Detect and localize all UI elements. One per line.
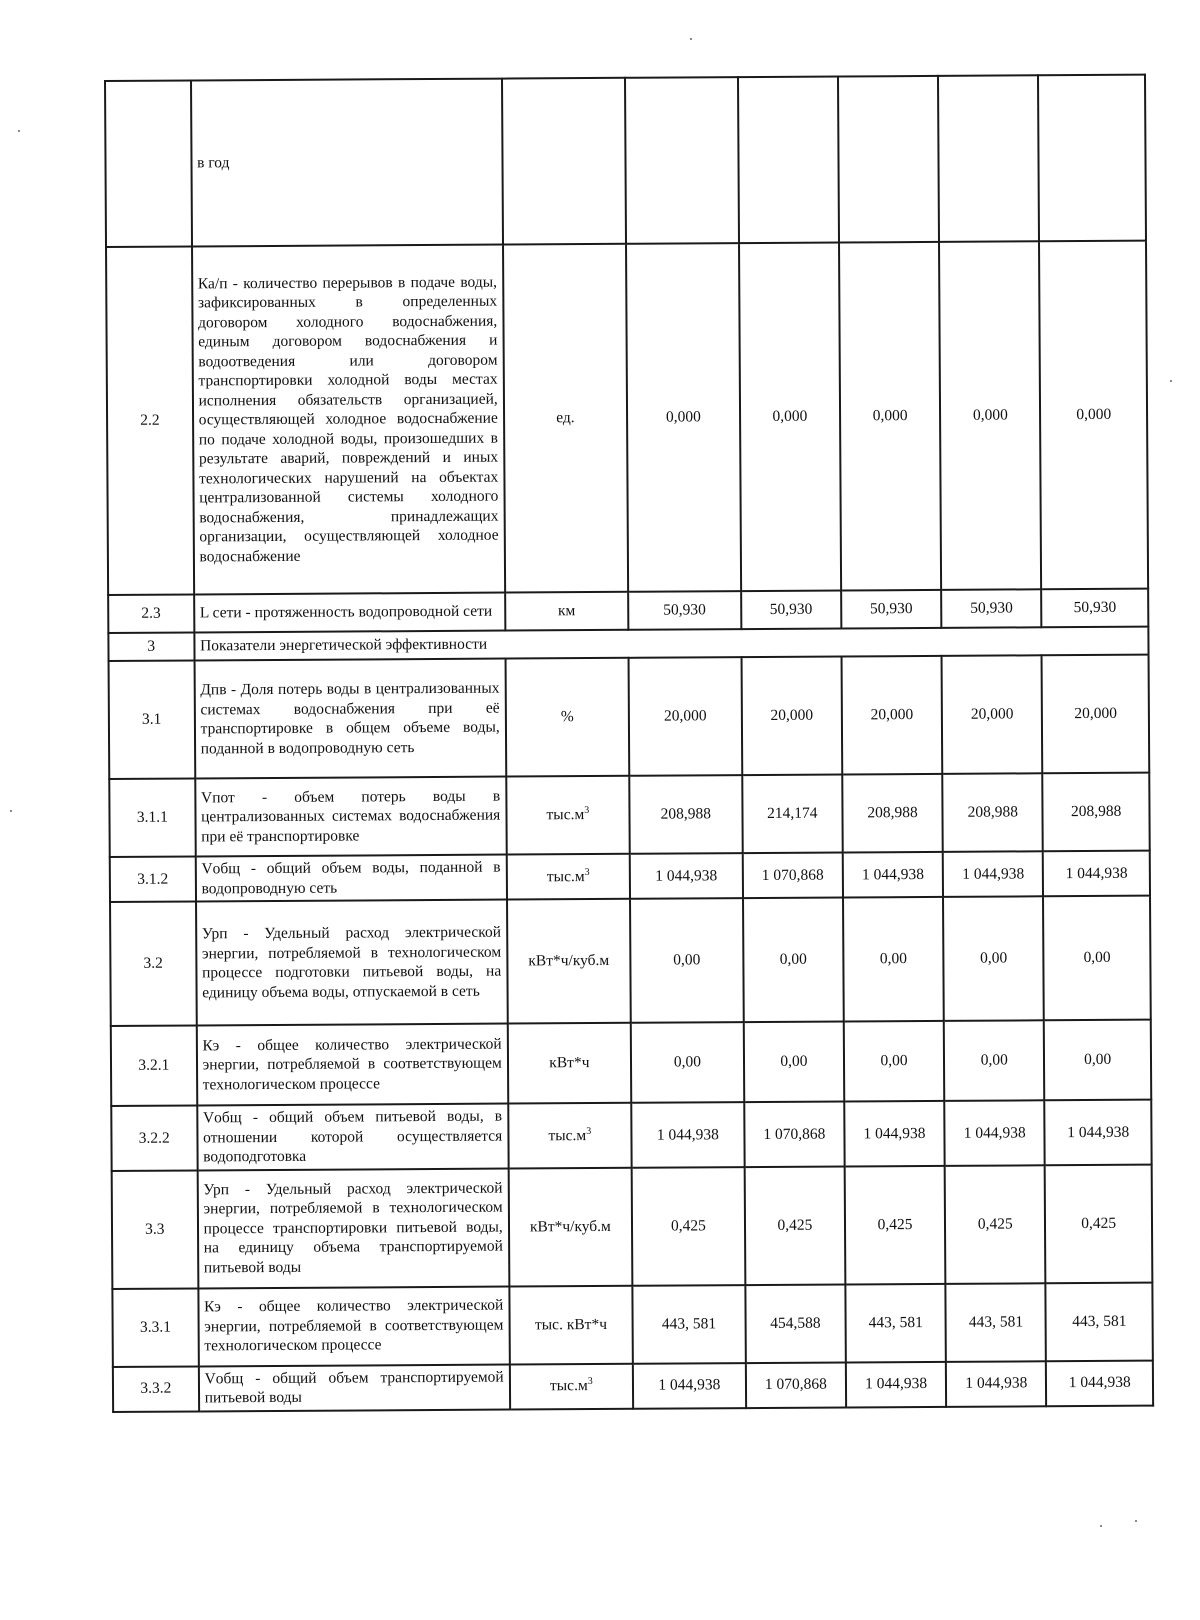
- value-cell: 443, 581: [632, 1285, 745, 1364]
- value-cell: [938, 75, 1039, 242]
- unit-cell: [508, 1103, 632, 1168]
- row-description-cell: Кэ - общее количество электрической энергии, потребляемой в соответствующем технологическом процессе: [196, 1024, 508, 1106]
- row-description-cell: Дпв - Доля потерь воды в централизованных системах водоснабжения при её транспортировке в общем объеме воды, поданной в водопроводную сеть: [194, 659, 506, 779]
- value-cell: 208,988: [1043, 773, 1150, 852]
- unit-superscript: 3: [584, 866, 590, 878]
- unit-superscript: 3: [586, 1125, 592, 1137]
- value-cell: 50,930: [1042, 589, 1149, 628]
- value-cell: 20,000: [629, 657, 742, 776]
- table-row: [106, 241, 1148, 595]
- value-cell: 0,000: [739, 243, 841, 592]
- table-row: [111, 1020, 1151, 1106]
- row-number-cell: 3.3.2: [113, 1366, 199, 1412]
- value-cell: 50,930: [741, 591, 841, 630]
- value-cell: 1 070,868: [742, 853, 843, 899]
- unit-label: кВт*ч/куб.м: [528, 952, 610, 970]
- value-cell: 1 044,938: [843, 852, 944, 898]
- table-row: [112, 1164, 1153, 1288]
- table-body: [105, 75, 1153, 1412]
- value-cell: 214,174: [742, 775, 843, 854]
- row-number-cell: 3.1.1: [109, 778, 195, 857]
- value-cell: 1 044,938: [846, 1361, 947, 1407]
- value-cell: 0,425: [945, 1165, 1046, 1284]
- unit-label: тыс.м: [549, 1377, 588, 1395]
- unit-label: %: [560, 708, 574, 726]
- unit-label: кВт*ч: [549, 1054, 590, 1072]
- row-description-cell: Vпот - объем потерь воды в централизованных системах водоснабжения при её транспортировке: [195, 777, 507, 857]
- value-cell: 20,000: [842, 656, 943, 775]
- value-cell: 1 044,938: [946, 1361, 1047, 1407]
- row-number-cell: 2.2: [106, 246, 194, 595]
- value-cell: 208,988: [842, 774, 943, 853]
- value-cell: 1 044,938: [944, 1100, 1045, 1165]
- value-cell: 0,00: [631, 1022, 744, 1103]
- value-cell: [1038, 75, 1146, 242]
- row-description-cell: Урп - Удельный расход электрической энергии, потребляемой в технологическом процессе подготовки питьевой воды, на единицу объема воды, отпускаемой в сеть: [196, 900, 508, 1026]
- row-description-cell: Кэ - общее количество электрической энергии, потребляемой в соответствующем технологическом процессе: [198, 1286, 510, 1366]
- unit-label: км: [557, 602, 576, 620]
- table-row: [108, 589, 1148, 633]
- table-row: [113, 1360, 1153, 1411]
- unit-cell: [508, 1023, 632, 1104]
- row-description-cell: Ка/п - количество перерывов в подаче воды, зафиксированных в определенных договором холодного водоснабжения, единым договором водоснабжения и водоотведения или договором транспортировки холодной воды местах исполнения обязательств организацией, осуществляющей холодное водоснабжение по подаче холодной воды, произошедших в результате аварий, повреждений и иных технологических нарушений на объектах централизованной системы холодного водоснабжения, принадлежащих организации, осуществляющей холодное водоснабжение: [192, 245, 505, 595]
- table-row: [112, 1282, 1152, 1366]
- value-cell: 0,00: [1044, 1020, 1151, 1101]
- value-cell: 0,425: [632, 1167, 745, 1286]
- table-row: [109, 773, 1149, 857]
- unit-cell: [505, 592, 628, 631]
- value-cell: 1 044,938: [1045, 1100, 1152, 1165]
- table-row: [105, 75, 1146, 247]
- value-cell: 1 044,938: [1043, 851, 1150, 897]
- row-number-cell: 3.1.2: [110, 856, 196, 902]
- value-cell: 0,425: [1045, 1164, 1152, 1283]
- value-cell: 0,000: [939, 241, 1041, 590]
- row-number-cell: [105, 80, 192, 247]
- value-cell: 1 044,938: [633, 1363, 746, 1409]
- value-cell: 1 044,938: [631, 1102, 744, 1167]
- value-cell: 50,930: [628, 591, 741, 630]
- row-description-cell: в год: [191, 79, 503, 247]
- row-number-cell: 3.2.2: [111, 1105, 197, 1170]
- value-cell: 1 044,938: [844, 1101, 945, 1166]
- unit-label: тыс.м: [548, 1126, 587, 1144]
- unit-cell: [502, 78, 626, 245]
- scan-speck: [1135, 1520, 1137, 1522]
- value-cell: 0,000: [1039, 241, 1148, 590]
- unit-cell: [510, 1363, 633, 1409]
- unit-label: кВт*ч/куб.м: [529, 1217, 611, 1236]
- scan-speck: [10, 810, 12, 812]
- unit-label: ед.: [556, 409, 575, 427]
- value-cell: 1 044,938: [1046, 1360, 1153, 1406]
- value-cell: 0,00: [630, 898, 744, 1023]
- value-cell: 0,000: [839, 242, 941, 591]
- unit-cell: [506, 776, 630, 855]
- table-row: [110, 851, 1150, 902]
- row-number-cell: 3.2: [110, 901, 196, 1026]
- unit-cell: [505, 658, 629, 777]
- value-cell: 443, 581: [845, 1283, 946, 1362]
- value-cell: [625, 77, 739, 244]
- value-cell: 454,588: [745, 1284, 846, 1363]
- unit-superscript: 3: [584, 805, 590, 817]
- row-number-cell: 2.3: [108, 594, 194, 633]
- value-cell: 0,000: [626, 243, 741, 592]
- value-cell: 208,988: [942, 773, 1043, 852]
- value-cell: 0,00: [844, 1021, 945, 1102]
- scan-speck: [690, 38, 692, 40]
- value-cell: 20,000: [942, 655, 1043, 774]
- value-cell: 50,930: [841, 590, 941, 629]
- value-cell: 50,930: [941, 589, 1041, 628]
- unit-label: тыс. кВт*ч: [534, 1315, 608, 1334]
- row-description-cell: Vобщ - общий объем воды, поданной в водопроводную сеть: [195, 855, 506, 902]
- value-cell: [738, 77, 839, 244]
- row-number-cell: 3.3.1: [112, 1288, 198, 1367]
- value-cell: [838, 76, 939, 243]
- unit-cell: [507, 899, 631, 1024]
- unit-cell: [507, 854, 630, 900]
- row-description-cell: L сети - протяженность водопроводной сети: [194, 593, 505, 633]
- row-number-cell: 3.1: [109, 660, 195, 779]
- value-cell: 0,425: [845, 1165, 946, 1284]
- value-cell: 0,00: [1043, 896, 1150, 1021]
- unit-label: тыс.м: [546, 806, 585, 824]
- table-row: [111, 1100, 1151, 1171]
- scan-speck: [1100, 1525, 1102, 1527]
- value-cell: 443, 581: [1046, 1282, 1153, 1361]
- value-cell: 1 044,938: [630, 853, 743, 899]
- table-row: [110, 896, 1151, 1026]
- value-cell: 0,00: [944, 1020, 1045, 1101]
- value-cell: 0,00: [743, 898, 844, 1023]
- indicators-table: [104, 74, 1154, 1413]
- row-number-cell: 3.3: [112, 1170, 198, 1289]
- row-number-cell: 3: [108, 632, 194, 661]
- unit-superscript: 3: [587, 1376, 593, 1388]
- unit-cell: [508, 1167, 632, 1286]
- value-cell: 1 070,868: [744, 1101, 845, 1166]
- row-description-cell: Vобщ - общий объем транспортируемой питьевой воды: [198, 1364, 509, 1411]
- value-cell: 0,00: [843, 897, 944, 1022]
- unit-label: тыс.м: [546, 867, 585, 886]
- scan-speck: [1170, 380, 1172, 382]
- value-cell: 0,425: [744, 1166, 845, 1285]
- value-cell: 208,988: [629, 775, 742, 854]
- value-cell: 0,00: [744, 1021, 845, 1102]
- row-description-cell: Vобщ - общий объем питьевой воды, в отношении которой осуществляется водоподготовка: [197, 1104, 509, 1170]
- value-cell: 0,00: [943, 896, 1044, 1021]
- unit-cell: [509, 1285, 633, 1364]
- value-cell: 443, 581: [946, 1283, 1047, 1362]
- section-title-cell: Показатели энергетической эффективности: [194, 627, 1149, 661]
- scan-speck: [18, 130, 20, 132]
- value-cell: 1 044,938: [943, 851, 1044, 897]
- row-description-cell: Урп - Удельный расход электрической энергии, потребляемой в технологическом процессе транспортировки питьевой воды, на единицу объема транспортируемой питьевой воды: [197, 1168, 509, 1288]
- value-cell: 20,000: [741, 657, 842, 776]
- value-cell: 20,000: [1042, 655, 1149, 774]
- unit-cell: [503, 244, 628, 593]
- value-cell: 1 070,868: [746, 1362, 847, 1408]
- row-number-cell: 3.2.1: [111, 1025, 197, 1106]
- table-row: [109, 655, 1150, 779]
